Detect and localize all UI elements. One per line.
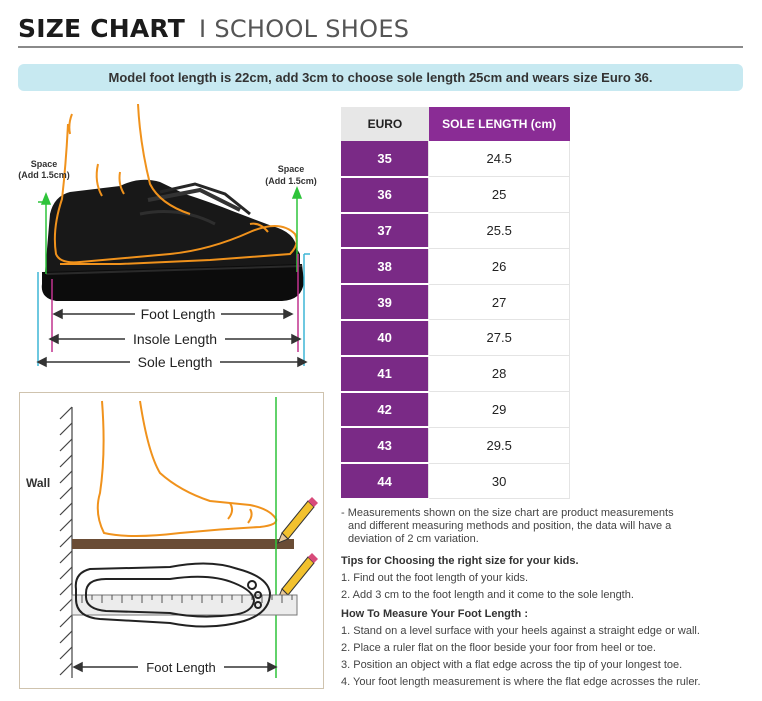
page-title: SIZE CHART (18, 14, 186, 43)
howto-step: 4. Your foot length measurement is where the flat edge acrosses the ruler. (341, 676, 701, 688)
sole-length-column-header: SOLE LENGTH (cm) (429, 107, 570, 141)
table-row (341, 213, 570, 249)
disclaimer-line: deviation of 2 cm variation. (348, 533, 479, 545)
table-row (341, 284, 570, 320)
euro-size: 39 (341, 284, 429, 320)
howto-section (341, 608, 751, 689)
howto-step: 2. Place a ruler flat on the floor beside your foor from heel or toe. (341, 642, 656, 654)
space-left-label: Space (30, 159, 58, 169)
euro-size: 36 (341, 177, 429, 213)
tips-title: Tips for Choosing the right size for your kids. (341, 555, 579, 567)
space-right-add: (Add 1.5cm) (265, 176, 317, 186)
disclaimer-line: and different measuring methods and position, the data will have a (348, 520, 672, 532)
pencil-icon (278, 553, 318, 599)
euro-size: 43 (341, 427, 429, 463)
table-row (341, 320, 570, 356)
howto-title: How To Measure Your Foot Length : (341, 608, 528, 620)
space-right-label: Space (277, 164, 305, 174)
euro-size: 44 (341, 463, 429, 499)
page-subtitle: I SCHOOL SHOES (199, 15, 410, 43)
space-left-add: (Add 1.5cm) (18, 170, 70, 180)
sole-length: 30 (429, 463, 570, 499)
header-divider (18, 46, 743, 48)
pencil-icon (278, 497, 318, 543)
banner-text: Model foot length is 22cm, add 3cm to choose sole length 25cm and wears size Euro 36. (108, 70, 653, 85)
wall-label: Wall (26, 476, 51, 490)
table-row (341, 177, 570, 213)
table-row (341, 141, 570, 177)
sole-length: 29 (429, 392, 570, 428)
page-header (18, 14, 409, 48)
tip-item: 2. Add 3 cm to the foot length and it come to the sole length. (341, 589, 634, 601)
shoe-icon (42, 180, 304, 301)
measure-diagram (20, 393, 323, 688)
insole-length-label: Insole Length (132, 331, 218, 347)
measurement-disclaimer (341, 507, 751, 546)
euro-column-header: EURO (341, 107, 429, 141)
sole-length: 26 (429, 248, 570, 284)
model-info-banner (18, 64, 743, 91)
foot-measuring-illustration (19, 392, 324, 689)
wall-icon (60, 407, 72, 678)
size-notes (341, 507, 751, 693)
foot-length-label: Foot Length (140, 306, 216, 322)
table-row (341, 356, 570, 392)
foot-length-label-bottom: Foot Length (146, 660, 216, 675)
sole-length: 27.5 (429, 320, 570, 356)
howto-step: 1. Stand on a level surface with your heels against a straight edge or wall. (341, 625, 700, 637)
sole-length: 29.5 (429, 427, 570, 463)
euro-size: 42 (341, 392, 429, 428)
sole-length: 25.5 (429, 213, 570, 249)
tip-item: 1. Find out the foot length of your kids. (341, 572, 529, 584)
foot-side-icon (98, 401, 276, 536)
euro-size: 40 (341, 320, 429, 356)
table-row (341, 427, 570, 463)
shoe-diagram (10, 104, 330, 379)
sole-length: 28 (429, 356, 570, 392)
euro-size: 35 (341, 141, 429, 177)
table-header-row (341, 107, 570, 141)
sole-length: 27 (429, 284, 570, 320)
sole-length-label: Sole Length (137, 354, 213, 370)
ruler-icon (72, 595, 297, 615)
euro-size: 41 (341, 356, 429, 392)
sole-length: 24.5 (429, 141, 570, 177)
size-table (341, 107, 570, 500)
euro-size: 37 (341, 213, 429, 249)
shoe-measurement-illustration (10, 104, 330, 379)
howto-step: 3. Position an object with a flat edge across the tip of your longest toe. (341, 659, 683, 671)
euro-size: 38 (341, 248, 429, 284)
disclaimer-line: - Measurements shown on the size chart are product measurements (341, 507, 674, 519)
table-row (341, 463, 570, 499)
tips-section (341, 555, 751, 602)
sole-length: 25 (429, 177, 570, 213)
floor-board (72, 539, 294, 549)
table-row (341, 392, 570, 428)
table-row (341, 248, 570, 284)
